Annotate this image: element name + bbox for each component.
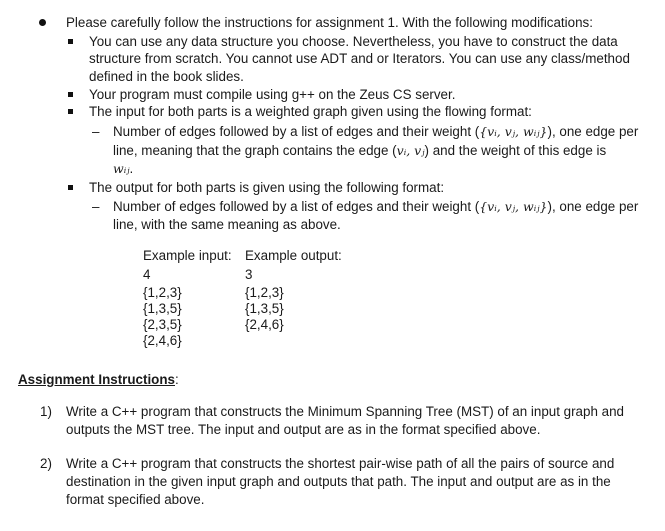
dash2-line1-text: Number of edges followed by a list of edges and their weight ( [113,199,480,214]
dash2-line1-tail: ), one edge per [547,199,639,214]
edge-tuple-math: {vᵢ, vⱼ, wᵢⱼ} [479,124,548,139]
dash1-line2 [113,142,606,159]
sub2-text: Your program must compile using g++ on the Zeus CS server. [89,87,456,102]
bullet-dot-icon [39,19,46,26]
example-input-list [143,267,182,349]
example-input-line: {1,3,5} [143,301,182,316]
dash1-line2-tail: ) and the weight of this edge is [424,143,607,158]
square-bullet-icon [68,92,73,97]
example-output-line: {1,3,5} [245,301,284,316]
dash2-line1 [113,198,638,215]
instructions-heading [18,371,179,388]
item1-number: 1) [40,404,52,419]
item2-line2: destination in the given input graph and outputs that path. The input and output are as in the [66,474,611,489]
example-output-line: {1,2,3} [245,285,284,300]
dash1-line2-text: line, meaning that the graph contains the edge ( [113,143,397,158]
sub4-text: The output for both parts is given using the following format: [89,180,445,195]
sub1-line1: You can use any data structure you choose. Nevertheless, you have to construct the data [89,34,618,49]
edge-tuple-math: {vᵢ, vⱼ, wᵢⱼ} [479,199,548,214]
square-bullet-icon [68,39,73,44]
example-output-line: {2,4,6} [245,317,284,332]
top-bullet-text: Please carefully follow the instructions for assignment 1. With the following modifications: [66,15,593,30]
instructions-heading-colon: : [175,372,179,387]
item2-line1: Write a C++ program that constructs the shortest pair-wise path of all the pairs of source and [66,456,615,471]
item1-line2: outputs the MST tree. The input and output are as in the format specified above. [66,422,541,437]
sub3-text: The input for both parts is a weighted graph given using the flowing format: [89,104,532,119]
example-input-line: {1,2,3} [143,285,182,300]
dash1-line3 [113,160,133,177]
item1-line1: Write a C++ program that constructs the Minimum Spanning Tree (MST) of an input graph and [66,404,624,419]
dash-bullet: – [92,199,100,214]
sub1-line2: structure from scratch. You cannot use ADT and or Iterators. You can use any class/method [89,51,630,66]
edge-pair-math: vᵢ, vⱼ [396,143,425,158]
dash1-line3-period: . [129,161,134,176]
dash2-line2: line, with the same meaning as above. [113,217,341,232]
square-bullet-icon [68,109,73,114]
dash1-line1-text: Number of edges followed by a list of edges and their weight ( [113,124,480,139]
item2-number: 2) [40,456,52,471]
sub1-line3: defined in the book slides. [89,69,244,84]
example-output-list [245,267,284,333]
example-input-line: {2,3,5} [143,317,182,332]
example-input-line: {2,4,6} [143,333,182,348]
dash-bullet: – [92,124,100,139]
example-input-header: Example input: [143,248,232,263]
example-output-line: 3 [245,267,253,282]
item2-line3: format specified above. [66,492,205,507]
dash1-line1-tail: ), one edge per [547,124,639,139]
example-input-line: 4 [143,267,151,282]
dash1-line1 [113,123,638,140]
instructions-heading-text: Assignment Instructions [18,372,175,387]
weight-math: wᵢⱼ [113,161,130,176]
example-output-header: Example output: [245,248,342,263]
square-bullet-icon [68,185,73,190]
